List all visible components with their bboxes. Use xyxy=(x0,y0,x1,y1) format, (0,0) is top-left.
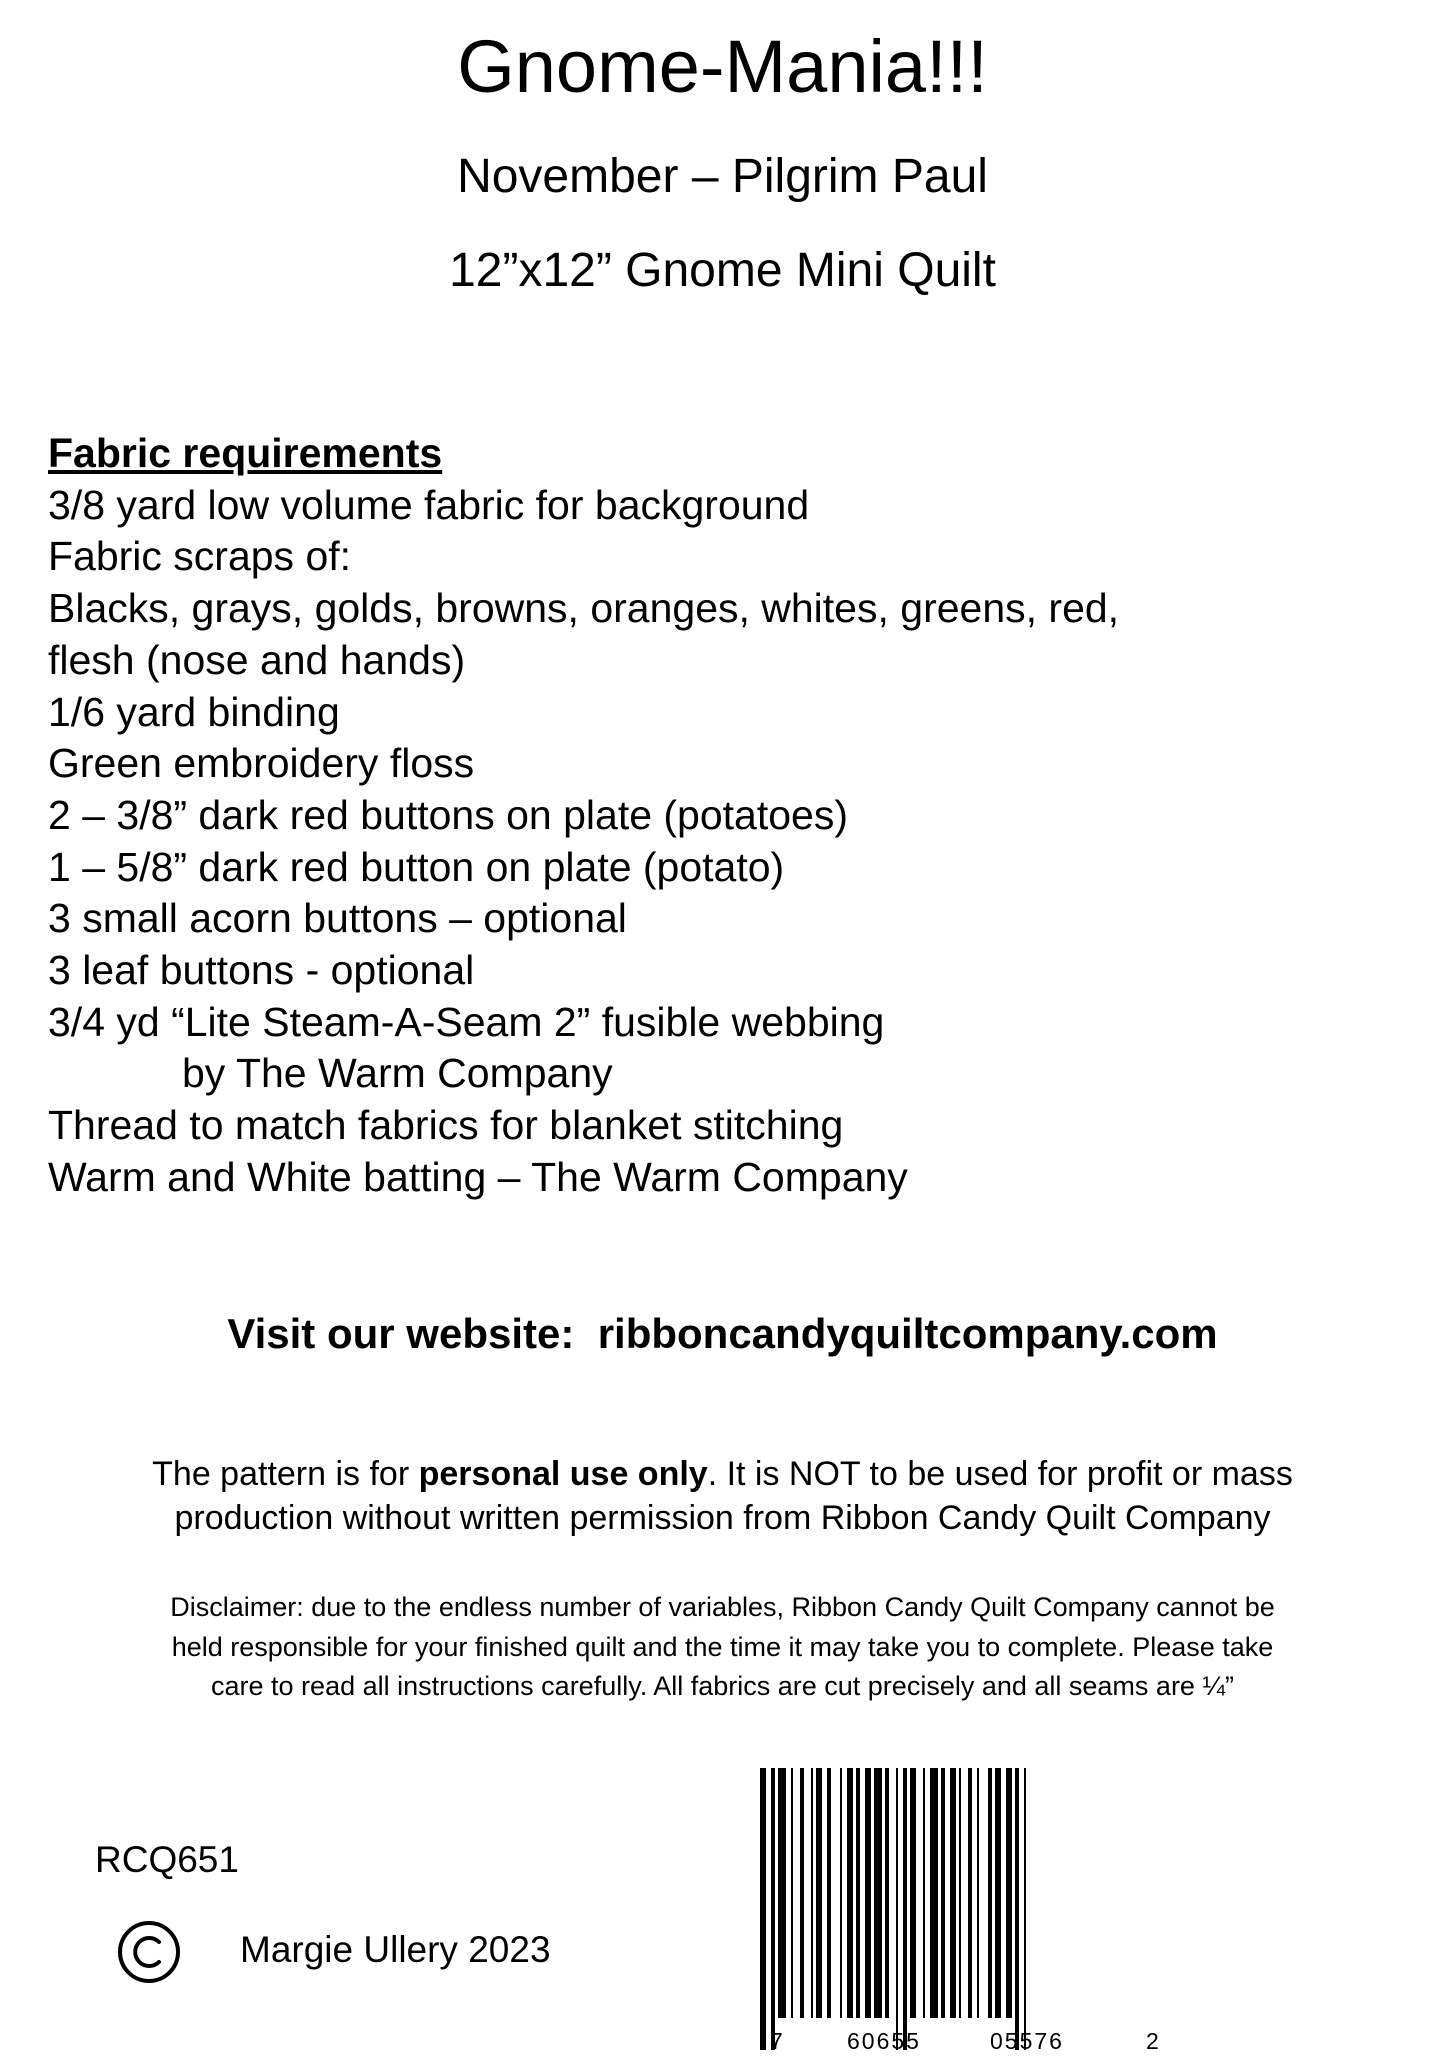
pattern-subtitle: November – Pilgrim Paul xyxy=(457,150,988,203)
requirement-item: flesh (nose and hands) xyxy=(48,636,466,683)
barcode-bar xyxy=(791,1768,793,2018)
author-credit: Margie Ullery 2023 xyxy=(240,1929,551,1970)
barcode-digit-last: 2 xyxy=(1146,2028,1161,2054)
disclaimer-line: Disclaimer: due to the endless number of variables, Ribbon Candy Quilt Company cannot be xyxy=(170,1592,1275,1622)
requirement-item: 3 small acorn buttons – optional xyxy=(48,895,627,942)
barcode-bar xyxy=(811,1768,813,2018)
barcode-bar xyxy=(847,1768,853,2018)
requirement-item: Warm and White batting – The Warm Company xyxy=(48,1153,908,1200)
barcode-bar xyxy=(760,1768,766,2050)
requirement-item: Blacks, grays, golds, browns, oranges, whites, greens, red, xyxy=(48,585,1120,632)
requirement-item: Fabric scraps of: xyxy=(48,533,352,580)
requirement-item: 3 leaf buttons - optional xyxy=(48,947,475,994)
usage-line-1 xyxy=(0,1452,1445,1496)
requirement-item: 3/8 yard low volume fabric for background xyxy=(48,481,810,528)
barcode-bar xyxy=(865,1768,871,2018)
barcode-bar xyxy=(995,1768,1001,2018)
website-link[interactable]: ribboncandyquiltcompany.com xyxy=(597,1310,1218,1357)
barcode-bar xyxy=(903,1768,907,2050)
fabric-requirements xyxy=(48,428,1119,1204)
usage-line-2: production without written permission from Ribbon Candy Quilt Company xyxy=(174,1499,1271,1537)
barcode-bar xyxy=(778,1768,786,2018)
disclaimer-line: care to read all instructions carefully. All fabrics are cut precisely and all seams are ¼” xyxy=(211,1671,1234,1701)
barcode-bar xyxy=(959,1768,961,2018)
barcode-bar xyxy=(988,1768,992,2018)
disclaimer-line: held responsible for your finished quilt and the time it may take you to complete. Please take xyxy=(171,1631,1274,1662)
requirement-item: 1/6 yard binding xyxy=(48,688,340,735)
barcode-bar xyxy=(910,1768,916,2018)
barcode-bar xyxy=(856,1768,860,2018)
requirements-heading: Fabric requirements xyxy=(48,430,443,476)
requirement-item: Green embroidery floss xyxy=(48,740,475,787)
barcode-bar xyxy=(1015,1768,1019,2050)
usage-emphasis: personal use only xyxy=(418,1455,708,1493)
usage-text: The pattern is for xyxy=(152,1455,419,1493)
barcode-bar xyxy=(1024,1768,1026,2050)
requirement-item: 3/4 yd “Lite Steam-A-Seam 2” fusible webbing xyxy=(48,998,885,1045)
barcode-bar xyxy=(941,1768,945,2018)
barcode-digit-first: 7 xyxy=(770,2028,785,2054)
website-label: Visit our website: xyxy=(227,1310,575,1357)
requirement-item: 1 – 5/8” dark red button on plate (potato) xyxy=(48,843,785,890)
requirement-item: Thread to match fabrics for blanket stitching xyxy=(48,1102,844,1149)
usage-text: . It is NOT to be used for profit or mass xyxy=(707,1455,1293,1493)
barcode-bar xyxy=(1006,1768,1012,2018)
barcode-bar xyxy=(800,1768,804,2018)
barcode-bar xyxy=(977,1768,979,2018)
website-line xyxy=(0,1308,1445,1360)
copyright-icon xyxy=(117,1920,181,1984)
barcode-bar xyxy=(896,1768,898,2050)
pattern-title: Gnome-Mania!!! xyxy=(457,25,988,108)
barcode-bar xyxy=(968,1768,972,2018)
barcode-bar xyxy=(930,1768,938,2018)
barcode xyxy=(752,1768,1161,2055)
barcode-bar xyxy=(923,1768,925,2018)
requirement-item: 2 – 3/8” dark red buttons on plate (potatoes) xyxy=(48,791,849,838)
barcode-bar xyxy=(950,1768,956,2018)
barcode-bar xyxy=(885,1768,889,2018)
pattern-code: RCQ651 xyxy=(95,1839,239,1880)
barcode-digits-left: 60655 xyxy=(847,2028,921,2054)
requirement-item: by The Warm Company xyxy=(182,1050,613,1097)
quilt-size: 12”x12” Gnome Mini Quilt xyxy=(449,244,996,297)
barcode-digits-right: 05576 xyxy=(990,2028,1064,2054)
barcode-bar xyxy=(874,1768,882,2018)
barcode-bar xyxy=(827,1768,831,2018)
barcode-bar xyxy=(816,1768,822,2018)
disclaimer xyxy=(0,1588,1445,1707)
barcode-bar xyxy=(840,1768,842,2018)
barcode-bar xyxy=(771,1768,775,2050)
barcode-bars xyxy=(752,1768,1157,2055)
usage-notice xyxy=(0,1452,1445,1540)
